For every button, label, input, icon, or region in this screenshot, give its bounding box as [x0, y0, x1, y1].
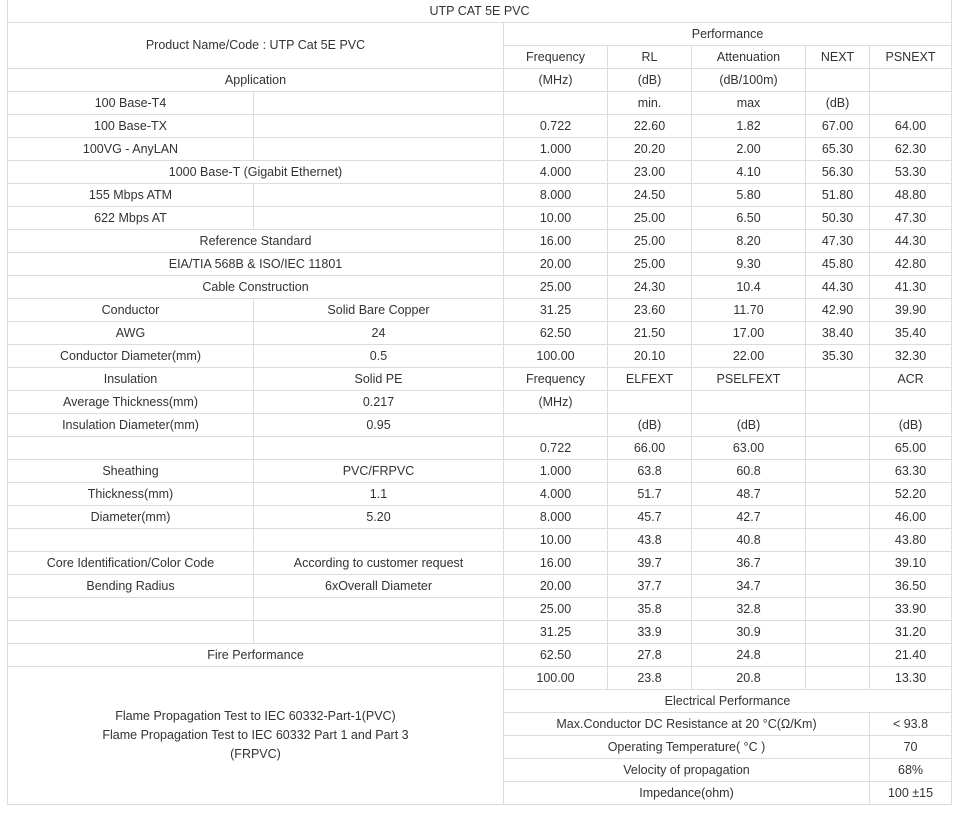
perf-unit-attenuation: (dB/100m): [692, 69, 806, 92]
construction-label: Insulation Diameter(mm): [8, 414, 254, 437]
elfext-cell-frequency: 31.25: [504, 621, 608, 644]
perf-cell-rl: 24.30: [608, 276, 692, 299]
perf-cell-attenuation: 22.00: [692, 345, 806, 368]
elfext-cell-pselfext: 32.8: [692, 598, 806, 621]
perf-cell-psnext: 35.40: [870, 322, 952, 345]
perf-cell-rl: 25.00: [608, 230, 692, 253]
fire-performance-header: Fire Performance: [8, 644, 504, 667]
table-row: [8, 460, 952, 483]
elfext-cell-frequency: 16.00: [504, 552, 608, 575]
table-row: [8, 207, 952, 230]
perf-cell-rl: 21.50: [608, 322, 692, 345]
perf-cell-next: 42.90: [806, 299, 870, 322]
perf-cell-next: 44.30: [806, 276, 870, 299]
elfext-cell-blank: [806, 529, 870, 552]
perf-cell-next: 35.30: [806, 345, 870, 368]
construction-label: Diameter(mm): [8, 506, 254, 529]
construction-value: PVC/FRPVC: [254, 460, 504, 483]
perf-unit-rl: (dB): [608, 69, 692, 92]
table-row: [8, 115, 952, 138]
electrical-performance-header: Electrical Performance: [504, 690, 952, 713]
performance-header: Performance: [504, 23, 952, 46]
perf-cell-rl: 22.60: [608, 115, 692, 138]
construction-value: [254, 529, 504, 552]
perf-cell-psnext: 41.30: [870, 276, 952, 299]
elfext-cell-acr: 65.00: [870, 437, 952, 460]
perf-cell-rl: 20.20: [608, 138, 692, 161]
elfext-cell-frequency: 20.00: [504, 575, 608, 598]
fire-performance-line: (FRPVC): [230, 747, 281, 761]
elfext-unit-pselfext: [692, 391, 806, 414]
elfext-unit2-pselfext: (dB): [692, 414, 806, 437]
elfext-cell-blank: [806, 437, 870, 460]
perf-cell-rl: 20.10: [608, 345, 692, 368]
construction-label: AWG: [8, 322, 254, 345]
table-row: [8, 299, 952, 322]
elfext-cell-frequency: 25.00: [504, 598, 608, 621]
table-row: [8, 529, 952, 552]
construction-label: [8, 598, 254, 621]
perf-limit-attenuation: max: [692, 92, 806, 115]
application-header: Application: [8, 69, 504, 92]
perf-cell-frequency: 1.000: [504, 138, 608, 161]
construction-value: 5.20: [254, 506, 504, 529]
electrical-value: < 93.8: [870, 713, 952, 736]
elfext-cell-frequency: 8.000: [504, 506, 608, 529]
spec-table: [7, 0, 952, 805]
elfext-cell-pselfext: 48.7: [692, 483, 806, 506]
elfext-cell-acr: 39.10: [870, 552, 952, 575]
elfext-cell-elfext: 39.7: [608, 552, 692, 575]
table-row: [8, 161, 952, 184]
perf-cell-frequency: 16.00: [504, 230, 608, 253]
elfext-cell-blank: [806, 460, 870, 483]
elfext-cell-pselfext: 42.7: [692, 506, 806, 529]
construction-value: 0.5: [254, 345, 504, 368]
perf-cell-frequency: 25.00: [504, 276, 608, 299]
elfext-cell-acr: 46.00: [870, 506, 952, 529]
perf-cell-frequency: 20.00: [504, 253, 608, 276]
application-item: 1000 Base-T (Gigabit Ethernet): [8, 161, 504, 184]
elfext-unit-frequency: (MHz): [504, 391, 608, 414]
perf-cell-frequency: 4.000: [504, 161, 608, 184]
perf-cell-psnext: 62.30: [870, 138, 952, 161]
elfext-cell-elfext: 27.8: [608, 644, 692, 667]
construction-value: Solid Bare Copper: [254, 299, 504, 322]
perf-col-header-attenuation: Attenuation: [692, 46, 806, 69]
perf-col-header-frequency: Frequency: [504, 46, 608, 69]
construction-value: 24: [254, 322, 504, 345]
perf-cell-rl: 25.00: [608, 253, 692, 276]
construction-label: Conductor: [8, 299, 254, 322]
table-row: [8, 667, 952, 690]
perf-cell-psnext: 47.30: [870, 207, 952, 230]
perf-limit-next: (dB): [806, 92, 870, 115]
perf-cell-frequency: 10.00: [504, 207, 608, 230]
perf-cell-psnext: 64.00: [870, 115, 952, 138]
construction-label: [8, 437, 254, 460]
elfext-col-header-frequency: Frequency: [504, 368, 608, 391]
perf-cell-psnext: 39.90: [870, 299, 952, 322]
product-name: Product Name/Code : UTP Cat 5E PVC: [8, 23, 504, 69]
elfext-unit-elfext: [608, 391, 692, 414]
elfext-cell-acr: 36.50: [870, 575, 952, 598]
electrical-value: 68%: [870, 759, 952, 782]
perf-cell-frequency: 62.50: [504, 322, 608, 345]
construction-label: Core Identification/Color Code: [8, 552, 254, 575]
table-row: [8, 345, 952, 368]
elfext-col-header-acr: ACR: [870, 368, 952, 391]
table-row: [8, 0, 952, 23]
application-blank: [254, 207, 504, 230]
perf-cell-next: 51.80: [806, 184, 870, 207]
elfext-cell-elfext: 35.8: [608, 598, 692, 621]
elfext-cell-blank: [806, 575, 870, 598]
elfext-col-header-elfext: ELFEXT: [608, 368, 692, 391]
elfext-cell-elfext: 23.8: [608, 667, 692, 690]
elfext-cell-blank: [806, 621, 870, 644]
perf-cell-next: 67.00: [806, 115, 870, 138]
table-row: [8, 391, 952, 414]
perf-cell-rl: 25.00: [608, 207, 692, 230]
fire-performance-line: Flame Propagation Test to IEC 60332-Part-1(PVC): [115, 709, 396, 723]
construction-value: 0.95: [254, 414, 504, 437]
perf-cell-next: 65.30: [806, 138, 870, 161]
construction-value: 0.217: [254, 391, 504, 414]
elfext-cell-blank: [806, 506, 870, 529]
perf-cell-attenuation: 8.20: [692, 230, 806, 253]
perf-cell-rl: 23.60: [608, 299, 692, 322]
table-row: [8, 253, 952, 276]
perf-cell-rl: 24.50: [608, 184, 692, 207]
construction-label: Insulation: [8, 368, 254, 391]
construction-label: [8, 621, 254, 644]
table-row: [8, 414, 952, 437]
elfext-cell-blank: [806, 644, 870, 667]
elfext-cell-acr: 52.20: [870, 483, 952, 506]
application-blank: [254, 184, 504, 207]
elfext-unit2-blank: [806, 414, 870, 437]
elfext-cell-elfext: 51.7: [608, 483, 692, 506]
elfext-cell-pselfext: 34.7: [692, 575, 806, 598]
table-row: [8, 621, 952, 644]
elfext-unit2-frequency: [504, 414, 608, 437]
elfext-cell-frequency: 10.00: [504, 529, 608, 552]
elfext-cell-blank: [806, 552, 870, 575]
elfext-cell-pselfext: 20.8: [692, 667, 806, 690]
perf-limit-rl: min.: [608, 92, 692, 115]
electrical-label: Operating Temperature( °C ): [504, 736, 870, 759]
elfext-cell-frequency: 1.000: [504, 460, 608, 483]
fire-performance-text: [8, 667, 504, 805]
perf-unit-frequency: (MHz): [504, 69, 608, 92]
cable-construction-header: Cable Construction: [8, 276, 504, 299]
perf-cell-psnext: 44.30: [870, 230, 952, 253]
table-row: [8, 322, 952, 345]
elfext-cell-frequency: 0.722: [504, 437, 608, 460]
elfext-col-header-pselfext: PSELFEXT: [692, 368, 806, 391]
elfext-cell-blank: [806, 598, 870, 621]
table-row: [8, 506, 952, 529]
elfext-cell-pselfext: 40.8: [692, 529, 806, 552]
page-title: UTP CAT 5E PVC: [8, 0, 952, 23]
perf-cell-frequency: 100.00: [504, 345, 608, 368]
electrical-label: Velocity of propagation: [504, 759, 870, 782]
perf-cell-attenuation: 9.30: [692, 253, 806, 276]
elfext-cell-acr: 33.90: [870, 598, 952, 621]
elfext-cell-acr: 43.80: [870, 529, 952, 552]
perf-cell-next: 38.40: [806, 322, 870, 345]
elfext-cell-elfext: 63.8: [608, 460, 692, 483]
perf-cell-psnext: 42.80: [870, 253, 952, 276]
perf-limit-psnext: [870, 92, 952, 115]
electrical-value: 100 ±15: [870, 782, 952, 805]
elfext-unit2-elfext: (dB): [608, 414, 692, 437]
table-row: [8, 69, 952, 92]
construction-value: 1.1: [254, 483, 504, 506]
application-blank: [254, 92, 504, 115]
application-item: 100 Base-T4: [8, 92, 254, 115]
perf-limit-frequency: [504, 92, 608, 115]
application-item: 622 Mbps AT: [8, 207, 254, 230]
elfext-cell-blank: [806, 483, 870, 506]
table-row: [8, 184, 952, 207]
construction-label: Bending Radius: [8, 575, 254, 598]
perf-cell-psnext: 53.30: [870, 161, 952, 184]
construction-value: Solid PE: [254, 368, 504, 391]
elfext-unit-acr: [870, 391, 952, 414]
perf-cell-attenuation: 6.50: [692, 207, 806, 230]
elfext-cell-pselfext: 30.9: [692, 621, 806, 644]
elfext-cell-pselfext: 60.8: [692, 460, 806, 483]
application-item: 155 Mbps ATM: [8, 184, 254, 207]
construction-value: 6xOverall Diameter: [254, 575, 504, 598]
perf-cell-next: 45.80: [806, 253, 870, 276]
perf-cell-next: 56.30: [806, 161, 870, 184]
perf-cell-frequency: 8.000: [504, 184, 608, 207]
perf-col-header-next: NEXT: [806, 46, 870, 69]
construction-label: Sheathing: [8, 460, 254, 483]
perf-unit-psnext: [870, 69, 952, 92]
elfext-unit2-acr: (dB): [870, 414, 952, 437]
application-blank: [254, 138, 504, 161]
electrical-label: Max.Conductor DC Resistance at 20 °C(Ω/Km): [504, 713, 870, 736]
application-blank: [254, 115, 504, 138]
construction-label: [8, 529, 254, 552]
table-row: [8, 276, 952, 299]
electrical-value: 70: [870, 736, 952, 759]
perf-cell-frequency: 0.722: [504, 115, 608, 138]
elfext-cell-acr: 13.30: [870, 667, 952, 690]
table-row: [8, 23, 952, 46]
application-item: 100VG - AnyLAN: [8, 138, 254, 161]
perf-cell-attenuation: 2.00: [692, 138, 806, 161]
table-row: [8, 575, 952, 598]
fire-performance-line: Flame Propagation Test to IEC 60332 Part 1 and Part 3: [102, 728, 409, 742]
table-row: [8, 483, 952, 506]
construction-value: [254, 621, 504, 644]
perf-cell-next: 47.30: [806, 230, 870, 253]
perf-cell-attenuation: 1.82: [692, 115, 806, 138]
elfext-cell-blank: [806, 667, 870, 690]
perf-cell-attenuation: 17.00: [692, 322, 806, 345]
elfext-cell-elfext: 45.7: [608, 506, 692, 529]
electrical-label: Impedance(ohm): [504, 782, 870, 805]
perf-cell-next: 50.30: [806, 207, 870, 230]
elfext-cell-elfext: 33.9: [608, 621, 692, 644]
table-row: [8, 368, 952, 391]
perf-cell-psnext: 48.80: [870, 184, 952, 207]
perf-cell-rl: 23.00: [608, 161, 692, 184]
perf-cell-psnext: 32.30: [870, 345, 952, 368]
elfext-cell-pselfext: 24.8: [692, 644, 806, 667]
perf-cell-attenuation: 4.10: [692, 161, 806, 184]
elfext-unit-blank: [806, 391, 870, 414]
perf-cell-attenuation: 11.70: [692, 299, 806, 322]
elfext-cell-acr: 63.30: [870, 460, 952, 483]
table-row: [8, 230, 952, 253]
table-row: [8, 437, 952, 460]
table-row: [8, 92, 952, 115]
table-row: [8, 644, 952, 667]
elfext-cell-acr: 21.40: [870, 644, 952, 667]
construction-value: [254, 598, 504, 621]
construction-label: Thickness(mm): [8, 483, 254, 506]
elfext-cell-elfext: 66.00: [608, 437, 692, 460]
perf-unit-next: [806, 69, 870, 92]
elfext-cell-pselfext: 36.7: [692, 552, 806, 575]
construction-value: [254, 437, 504, 460]
elfext-cell-frequency: 100.00: [504, 667, 608, 690]
perf-cell-frequency: 31.25: [504, 299, 608, 322]
reference-standard-header: Reference Standard: [8, 230, 504, 253]
elfext-cell-acr: 31.20: [870, 621, 952, 644]
table-row: [8, 552, 952, 575]
construction-value: According to customer request: [254, 552, 504, 575]
elfext-cell-frequency: 4.000: [504, 483, 608, 506]
application-item: 100 Base-TX: [8, 115, 254, 138]
perf-col-header-rl: RL: [608, 46, 692, 69]
elfext-cell-elfext: 37.7: [608, 575, 692, 598]
construction-label: Conductor Diameter(mm): [8, 345, 254, 368]
perf-col-header-psnext: PSNEXT: [870, 46, 952, 69]
construction-label: Average Thickness(mm): [8, 391, 254, 414]
elfext-col-header-blank: [806, 368, 870, 391]
reference-standard-value: EIA/TIA 568B & ISO/IEC 11801: [8, 253, 504, 276]
elfext-cell-elfext: 43.8: [608, 529, 692, 552]
perf-cell-attenuation: 5.80: [692, 184, 806, 207]
table-row: [8, 598, 952, 621]
elfext-cell-frequency: 62.50: [504, 644, 608, 667]
table-row: [8, 138, 952, 161]
elfext-cell-pselfext: 63.00: [692, 437, 806, 460]
perf-cell-attenuation: 10.4: [692, 276, 806, 299]
